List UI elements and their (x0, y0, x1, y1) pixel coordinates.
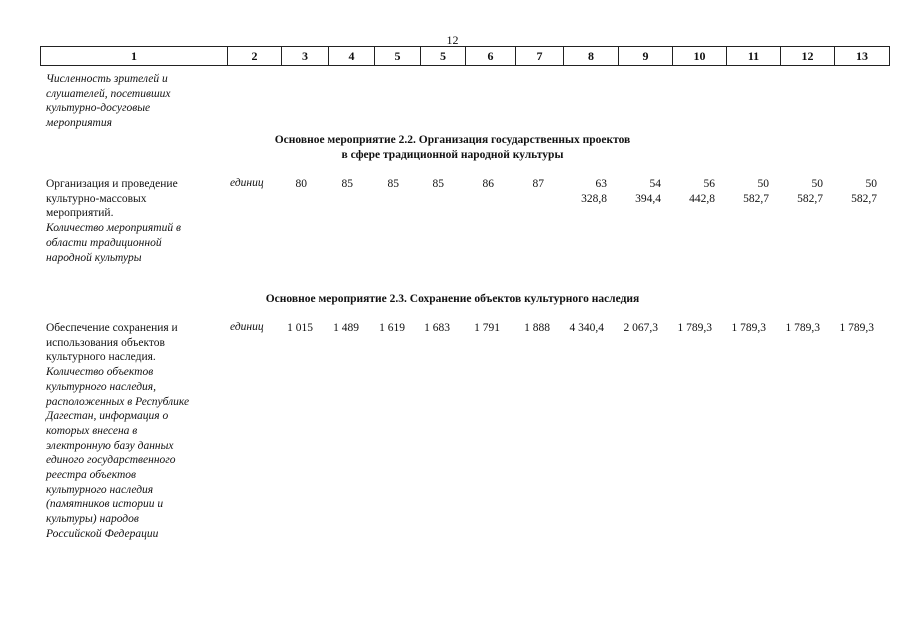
row-label-line: Российской Федерации (46, 527, 159, 540)
row-label-line: мероприятия (46, 117, 112, 130)
col-header-5b: 5 (421, 47, 466, 66)
cell-value-line: 50 (811, 178, 823, 190)
row-label-line: единого государственного (46, 454, 176, 467)
cell-value: 1 789,3 (785, 322, 820, 334)
col-header-9: 9 (619, 47, 673, 66)
row-label-line: Дагестан, информация о (46, 410, 169, 423)
row-label-line: Организация и проведение (46, 178, 178, 190)
cell-value (655, 177, 715, 206)
cell-value: 86 (482, 178, 494, 190)
cell-value-line: 50 (757, 178, 769, 190)
row-label-line: (памятников истории и (46, 498, 164, 511)
section-heading-line: в сфере традиционной народной культуры (341, 149, 564, 161)
section-heading-line: Основное мероприятие 2.3. Сохранение объектов культурного наследия (265, 293, 640, 305)
cell-value-line: 582,7 (851, 192, 877, 205)
cell-value-line: 328,8 (581, 192, 607, 205)
cell-value: 85 (387, 178, 399, 190)
cell-value-line: 54 (649, 178, 661, 190)
unit-label: единиц (230, 177, 264, 189)
cell-value: 87 (532, 178, 544, 190)
section-heading-line: Основное мероприятие 2.2. Организация государственных проектов (274, 134, 631, 146)
row-label-line: культурно-массовых (46, 192, 147, 205)
cell-value: 4 340,4 (569, 322, 604, 334)
row-label-line: Обеспечение сохранения и (46, 322, 178, 334)
col-header-8: 8 (564, 47, 619, 66)
cell-value-line: 582,7 (743, 192, 769, 205)
cell-value-line: 582,7 (797, 192, 823, 205)
cell-value-line: 442,8 (689, 192, 715, 205)
cell-value: 85 (341, 178, 353, 190)
col-header-6: 6 (466, 47, 516, 66)
row-label-line: реестра объектов (46, 469, 137, 482)
col-header-7: 7 (516, 47, 564, 66)
row-label-line: народной культуры (46, 251, 142, 264)
cell-value (763, 177, 823, 206)
col-header-1: 1 (41, 47, 228, 66)
cell-value-line: 56 (703, 178, 715, 190)
row-label-line: области традиционной (46, 236, 162, 249)
page-number: 12 (446, 33, 459, 47)
cell-value-line: 394,4 (635, 192, 661, 205)
cell-value: 1 791 (474, 322, 500, 334)
row-label-line: культурного наследия. (46, 351, 156, 364)
cell-value (601, 177, 661, 206)
col-header-2: 2 (228, 47, 282, 66)
row-label-line: использования объектов (46, 336, 165, 349)
col-header-4: 4 (329, 47, 375, 66)
cell-value: 1 619 (379, 322, 405, 334)
col-header-12: 12 (781, 47, 835, 66)
cell-value: 1 489 (333, 322, 359, 334)
row-label-line: Количество объектов (46, 366, 154, 379)
row-label-spectators (46, 72, 216, 131)
cell-value: 85 (432, 178, 444, 190)
row-label-line: культурного наследия, (46, 380, 157, 393)
column-header-table (40, 46, 890, 66)
row-label-line: электронную базу данных (46, 439, 174, 452)
cell-value (817, 177, 877, 206)
cell-value: 1 683 (424, 322, 450, 334)
row-label-line: Количество мероприятий в (46, 222, 181, 235)
row-label-line: мероприятий. (46, 207, 114, 220)
cell-value: 1 789,3 (677, 322, 712, 334)
row-label-line: которых внесена в (46, 424, 138, 437)
row-label-line: культурно-досуговые (46, 102, 151, 115)
col-header-13: 13 (835, 47, 890, 66)
cell-value (547, 177, 607, 206)
unit-label: единиц (230, 321, 264, 333)
cell-value: 2 067,3 (623, 322, 658, 334)
cell-value: 1 015 (287, 322, 313, 334)
cell-value: 1 888 (524, 322, 550, 334)
row-label-events (46, 177, 216, 265)
col-header-10: 10 (673, 47, 727, 66)
cell-value-line: 63 (595, 178, 607, 190)
cell-value (709, 177, 769, 206)
col-header-11: 11 (727, 47, 781, 66)
cell-value: 1 789,3 (731, 322, 766, 334)
cell-value: 1 789,3 (839, 322, 874, 334)
section-heading-2-3 (0, 292, 905, 307)
row-label-line: культурного наследия (46, 483, 154, 496)
row-label-line: культуры) народов (46, 513, 139, 526)
row-label-line: расположенных в Республике (46, 395, 190, 408)
col-header-5: 5 (375, 47, 421, 66)
col-header-3: 3 (282, 47, 329, 66)
cell-value-line: 50 (865, 178, 877, 190)
cell-value: 80 (295, 178, 307, 190)
section-heading-2-2 (0, 133, 905, 163)
row-label-line: Численность зрителей и (46, 73, 168, 85)
row-label-heritage (46, 321, 216, 542)
row-label-line: слушателей, посетивших (46, 87, 171, 100)
